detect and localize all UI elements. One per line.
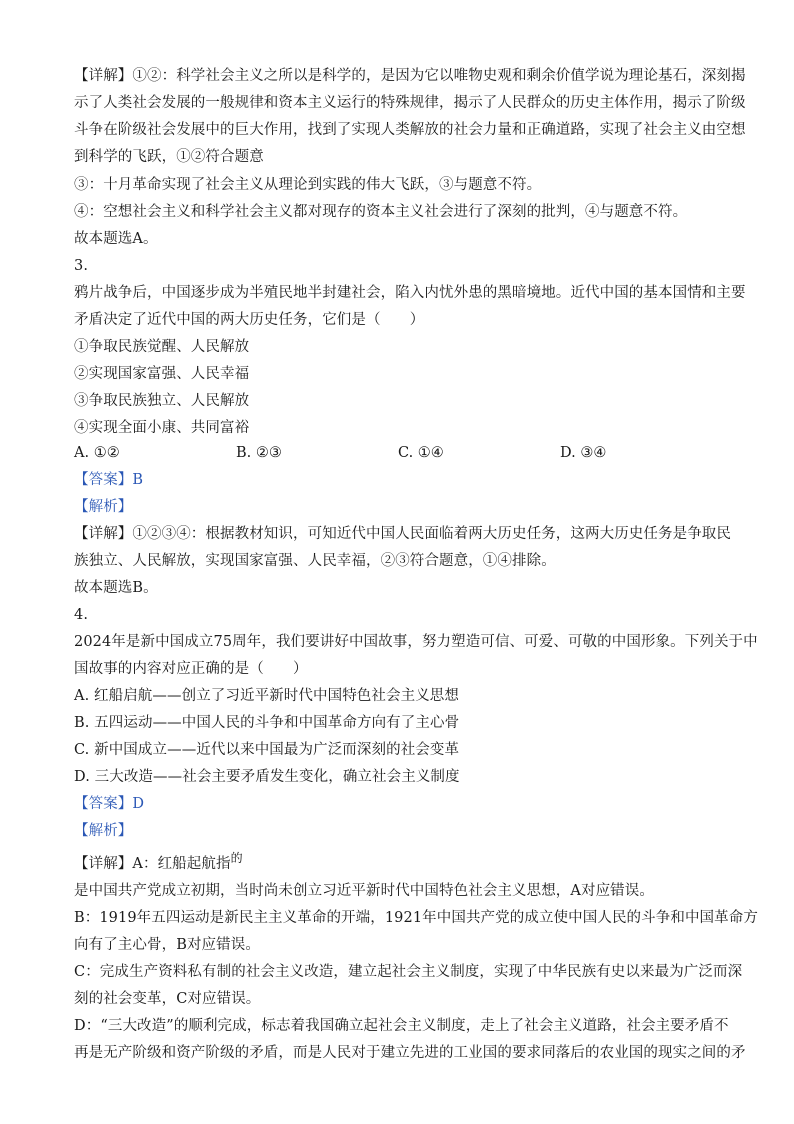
q4-number: 4.: [74, 607, 89, 623]
q2-detail-line: 到科学的飞跃，①②符合题意: [74, 149, 264, 165]
q4-detail-line: C：完成生产资料私有制的社会主义改造，建立起社会主义制度，实现了中华民族有史以来最为广泛而深: [74, 964, 743, 980]
q4-detail-line: 再是无产阶级和资产阶级的矛盾，而是人民对于建立先进的工业国的要求同落后的农业国的现实之间的矛: [74, 1045, 746, 1061]
q4-detail-head: [74, 851, 724, 874]
q4-stem-line: 国故事的内容对应正确的是（ ）: [74, 661, 308, 677]
q2-detail-line: ③：十月革命实现了社会主义从理论到实践的伟大飞跃，③与题意不符。: [74, 177, 542, 193]
q4-detail-line: D：“三大改造”的顺利完成，标志着我国确立起社会主义制度，走上了社会主义道路，社会主要矛盾不: [74, 1018, 729, 1034]
q2-detail-line: 示了人类社会发展的一般规律和资本主义运行的特殊规律，揭示了人民群众的历史主体作用，揭示了阶级: [74, 95, 746, 111]
q4-answer: 【答案】D: [74, 796, 145, 812]
q2-conclusion: 故本题选A。: [74, 231, 158, 247]
q3-item: ②实现国家富强、人民幸福: [74, 366, 250, 382]
q4-option-c: C. 新中国成立——近代以来中国最为广泛而深刻的社会变革: [74, 742, 460, 758]
q3-item: ①争取民族觉醒、人民解放: [74, 339, 250, 355]
q3-option-d: D. ③④: [560, 445, 607, 461]
q3-option-b: B. ②③: [236, 445, 282, 461]
q4-detail-head-text: 【详解】A：红船起航指: [74, 856, 231, 872]
q3-analysis-label: 【解析】: [74, 499, 133, 515]
q3-item: ③争取民族独立、人民解放: [74, 393, 250, 409]
q4-option-a: A. 红船启航——创立了习近平新时代中国特色社会主义思想: [74, 688, 459, 704]
q3-option-a: A. ①②: [74, 445, 120, 461]
q3-detail-line: 【详解】①②③④：根据教材知识，可知近代中国人民面临着两大历史任务，这两大历史任务是争取民: [74, 526, 731, 542]
q4-detail-line: 是中国共产党成立初期，当时尚未创立习近平新时代中国特色社会主义思想，A对应错误。: [74, 883, 654, 899]
q2-detail-line: 斗争在阶级社会发展中的巨大作用，找到了实现人类解放的社会力量和正确道路，实现了社会主义由空想: [74, 122, 746, 138]
q4-detail-sup: 的: [230, 851, 243, 865]
q4-analysis-label: 【解析】: [74, 823, 133, 839]
q3-conclusion: 故本题选B。: [74, 580, 158, 596]
q4-detail-line: 向有了主心骨，B对应错误。: [74, 937, 260, 953]
q3-options: [74, 443, 724, 463]
q3-item: ④实现全面小康、共同富裕: [74, 420, 250, 436]
q3-option-c: C. ①④: [398, 445, 444, 461]
q2-detail-line: ④：空想社会主义和科学社会主义都对现存的资本主义社会进行了深刻的批判，④与题意不符。: [74, 204, 688, 220]
q4-stem-line: 2024年是新中国成立75周年，我们要讲好中国故事，努力塑造可信、可爱、可敬的中国形象。下列关于中: [74, 634, 758, 650]
q2-detail-line: 【详解】①②：科学社会主义之所以是科学的，是因为它以唯物史观和剩余价值学说为理论基石，深刻揭: [74, 68, 746, 84]
q4-option-d: D. 三大改造——社会主要矛盾发生变化，确立社会主义制度: [74, 769, 460, 785]
q3-stem-line: 鸦片战争后，中国逐步成为半殖民地半封建社会，陷入内忧外患的黑暗境地。近代中国的基本国情和主要: [74, 285, 746, 301]
q3-answer: 【答案】B: [74, 472, 144, 488]
q3-detail-line: 族独立、人民解放，实现国家富强、人民幸福，②③符合题意，①④排除。: [74, 553, 556, 569]
q4-option-b: B. 五四运动——中国人民的斗争和中国革命方向有了主心骨: [74, 715, 460, 731]
q3-stem-line: 矛盾决定了近代中国的两大历史任务，它们是（ ）: [74, 312, 425, 328]
q3-number: 3.: [74, 258, 89, 274]
q4-detail-line: 刻的社会变革，C对应错误。: [74, 991, 261, 1007]
q4-detail-line: B：1919年五四运动是新民主主义革命的开端，1921年中国共产党的成立使中国人民的斗争和中国革命方: [74, 910, 758, 926]
